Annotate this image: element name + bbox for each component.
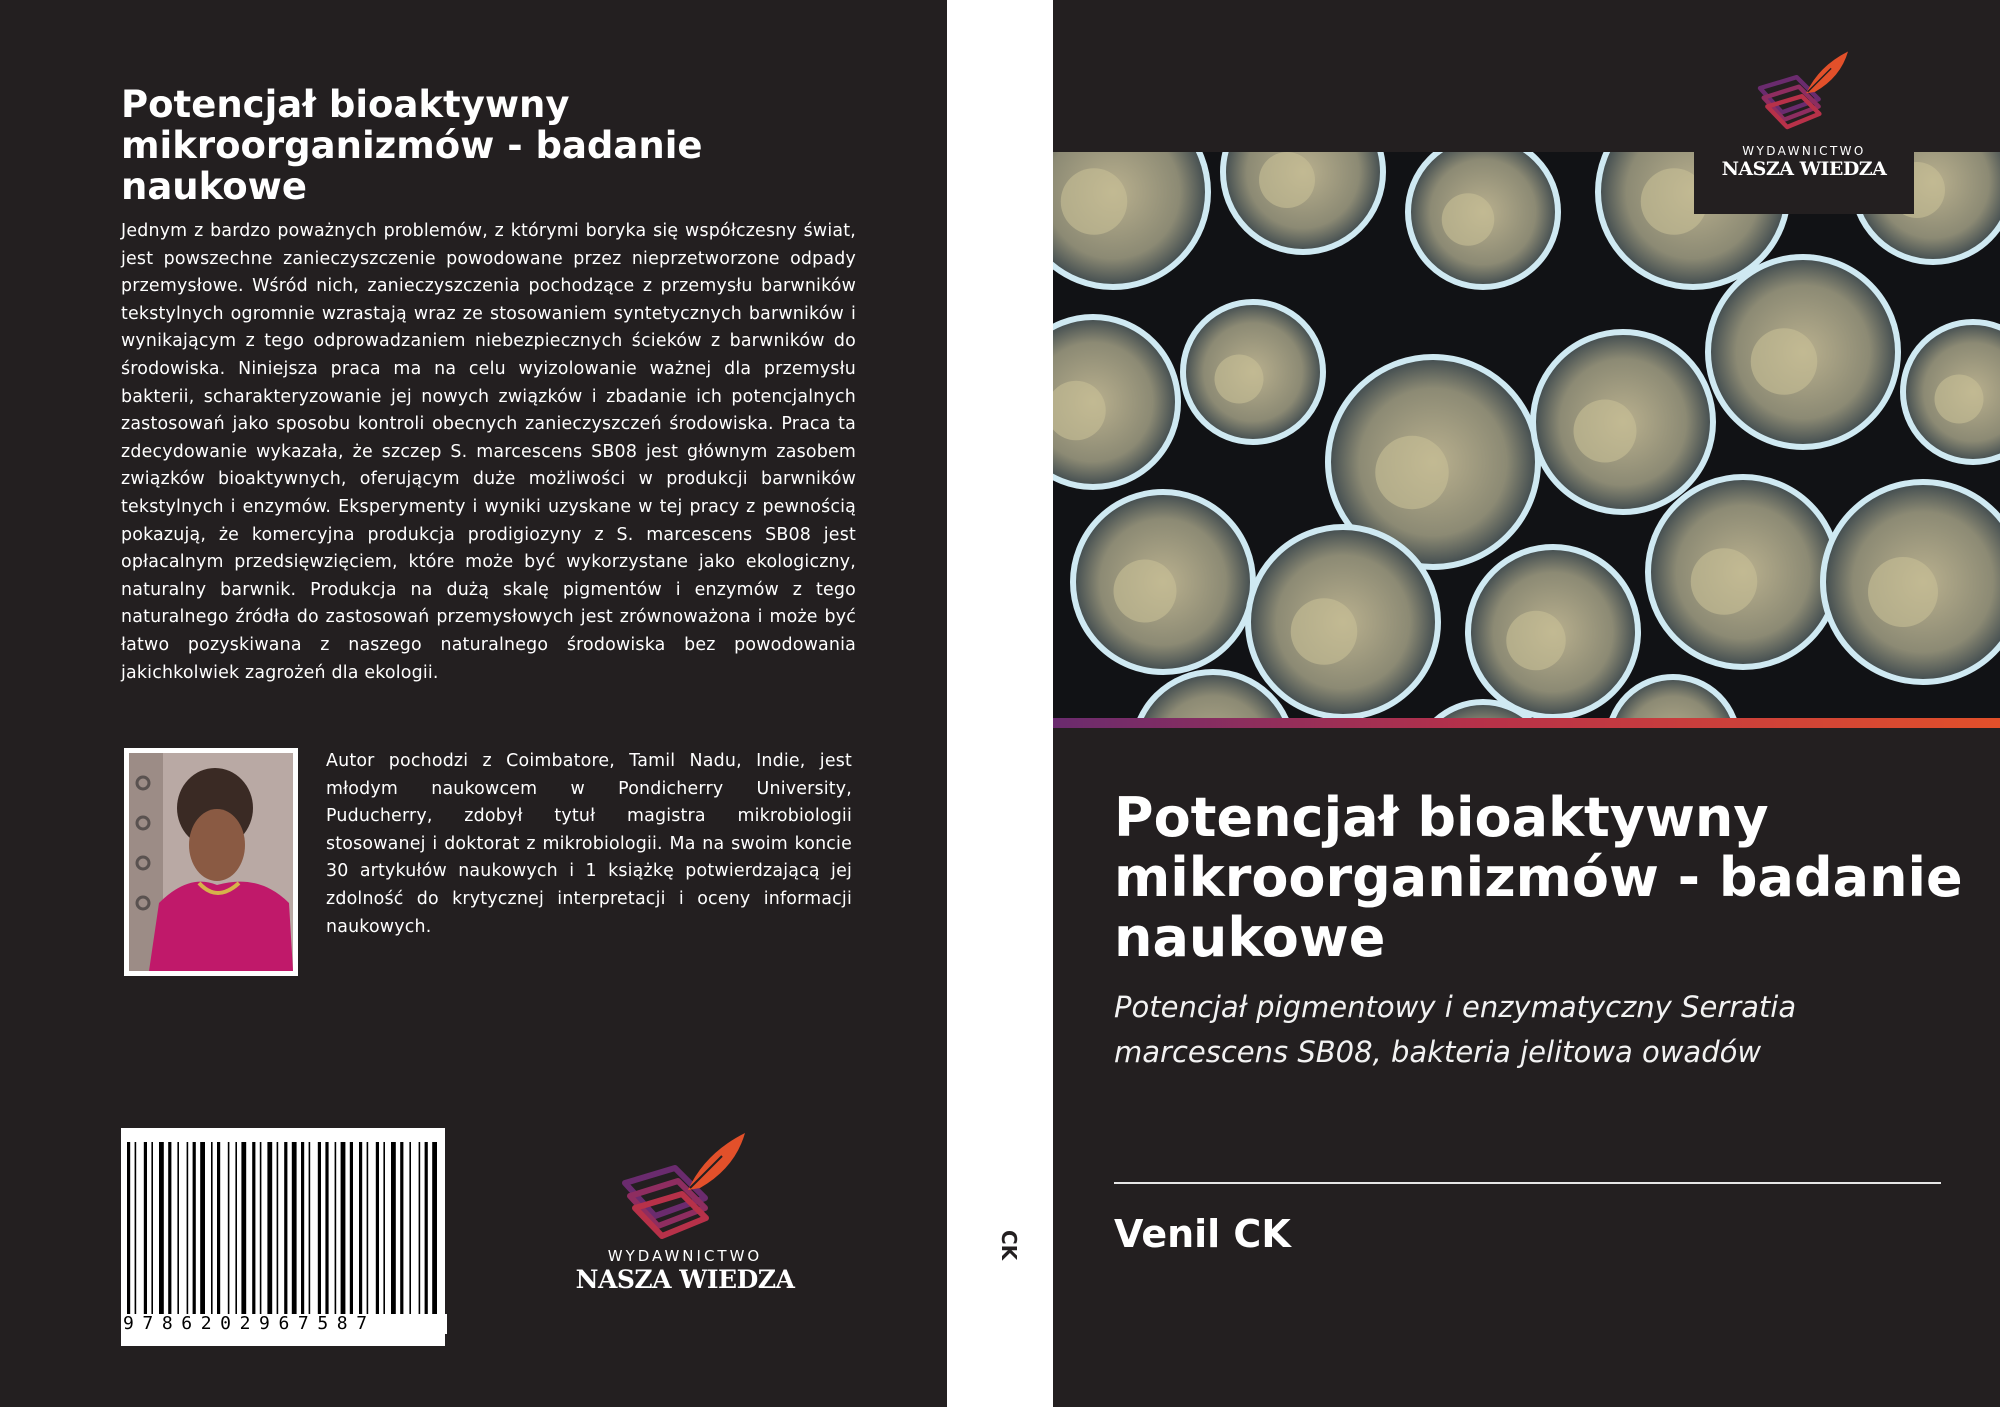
barcode-bars xyxy=(121,1128,445,1318)
isbn-number: 9786202967587 xyxy=(121,1314,447,1334)
cell-nucleus xyxy=(1506,611,1566,671)
cell-nucleus xyxy=(1215,355,1264,404)
cell-nucleus xyxy=(1114,560,1177,623)
back-logo-line1: WYDAWNICTWO xyxy=(607,1247,763,1265)
cell-nucleus xyxy=(1868,557,1938,627)
front-cover-author: Venil CK xyxy=(1114,1212,1291,1256)
spine-author: CK xyxy=(997,1230,1021,1261)
book-quill-icon xyxy=(610,1128,760,1243)
author-photo xyxy=(124,748,298,976)
front-cover-image xyxy=(1053,152,2000,718)
cell-nucleus xyxy=(1291,598,1358,665)
book-quill-icon xyxy=(1749,40,1859,140)
cell-nucleus xyxy=(1691,548,1758,615)
front-cover-title: Potencjał bioaktywny mikroorganizmów - badanie naukowe xyxy=(1114,786,1963,969)
cell-shape xyxy=(1608,677,1738,718)
cell-nucleus xyxy=(1751,328,1818,395)
cell-nucleus xyxy=(1259,152,1315,208)
back-cover xyxy=(0,0,947,1407)
back-logo-line2: NASZA WIEDZA xyxy=(575,1265,795,1294)
front-publisher-logo xyxy=(1694,40,1914,214)
microorganism-cells-icon xyxy=(1053,152,2000,718)
cell-nucleus xyxy=(1375,436,1449,510)
front-logo-line1: WYDAWNICTWO xyxy=(1742,144,1866,158)
cell-nucleus xyxy=(1442,193,1495,246)
back-publisher-logo xyxy=(560,1128,810,1308)
cell-nucleus xyxy=(1574,400,1637,463)
author-bio: Autor pochodzi z Coimbatore, Tamil Nadu, Indie, jest młodym naukowcem w Pondicherry University, Puducherry, zdobył tytuł magistra mikrobiologii stosowanej i doktorat z mikrobiologii. Ma na swoim koncie 30 artykułów naukowych i 1 książkę potwierdzającą jej zdolność do krytycznej interpretacji i oceny informacji naukowych. xyxy=(326,751,852,937)
cell-nucleus xyxy=(1935,375,1984,424)
back-cover-title: Potencjał bioaktywny mikroorganizmów - badanie naukowe xyxy=(121,83,703,208)
author-portrait-icon xyxy=(129,753,293,971)
front-cover-subtitle: Potencjał pigmentowy i enzymatyczny Serratia marcescens SB08, bakteria jelitowa owadów xyxy=(1114,990,1797,1069)
front-logo-line2: NASZA WIEDZA xyxy=(1721,158,1887,180)
back-cover-blurb: Jednym z bardzo poważnych problemów, z którymi boryka się współczesny świat, jest powszechne zanieczyszczenie powodowane przez nieprzetworzone odpady przemysłowe. Wśród nich, zanieczyszczenia pochodzące z przemysłu barwników tekstylnych ogromnie wzrastają wraz ze stosowaniem syntetycznych barwników i wynikającym z tego odprowadzaniem niebezpiecznych ścieków z barwników do środowiska. Niniejsza praca ma na celu wyizolowanie ważnej dla przemysłu bakterii, scharakteryzowanie jej nowych związków i zbadanie ich potencjalnych zastosowań jako sposobu kontroli obecnych zanieczyszczeń środowiska. Praca ta zdecydowanie wykazała, że szczep S. marcescens SB08 jest głównym zasobem związków bioaktywnych, oferującym duże możliwości w produkcji barwników tekstylnych i enzymów. Eksperymenty i wyniki uzyskane w tej pracy z pewnością pokazują, że komercyjna produkcja prodigiozyny z S. marcescens SB08 jest opłacalnym przedsięwzięciem, które może być wykorzystane jako ekologiczny, naturalny barwnik. Produkcja na dużą skalę pigmentów i enzymów z tego naturalnego źródła do zastosowań przemysłowych jest zrównoważona i może być łatwo pozyskiwana z naszego naturalnego środowiska bez powodowania jakichkolwiek zagrożeń dla ekologii. xyxy=(121,221,856,683)
accent-stripe xyxy=(1053,718,2000,728)
spine xyxy=(947,0,1053,1407)
front-cover xyxy=(1053,0,2000,1407)
barcode xyxy=(121,1128,445,1346)
front-divider xyxy=(1114,1182,1941,1184)
cell-nucleus xyxy=(1061,168,1128,235)
